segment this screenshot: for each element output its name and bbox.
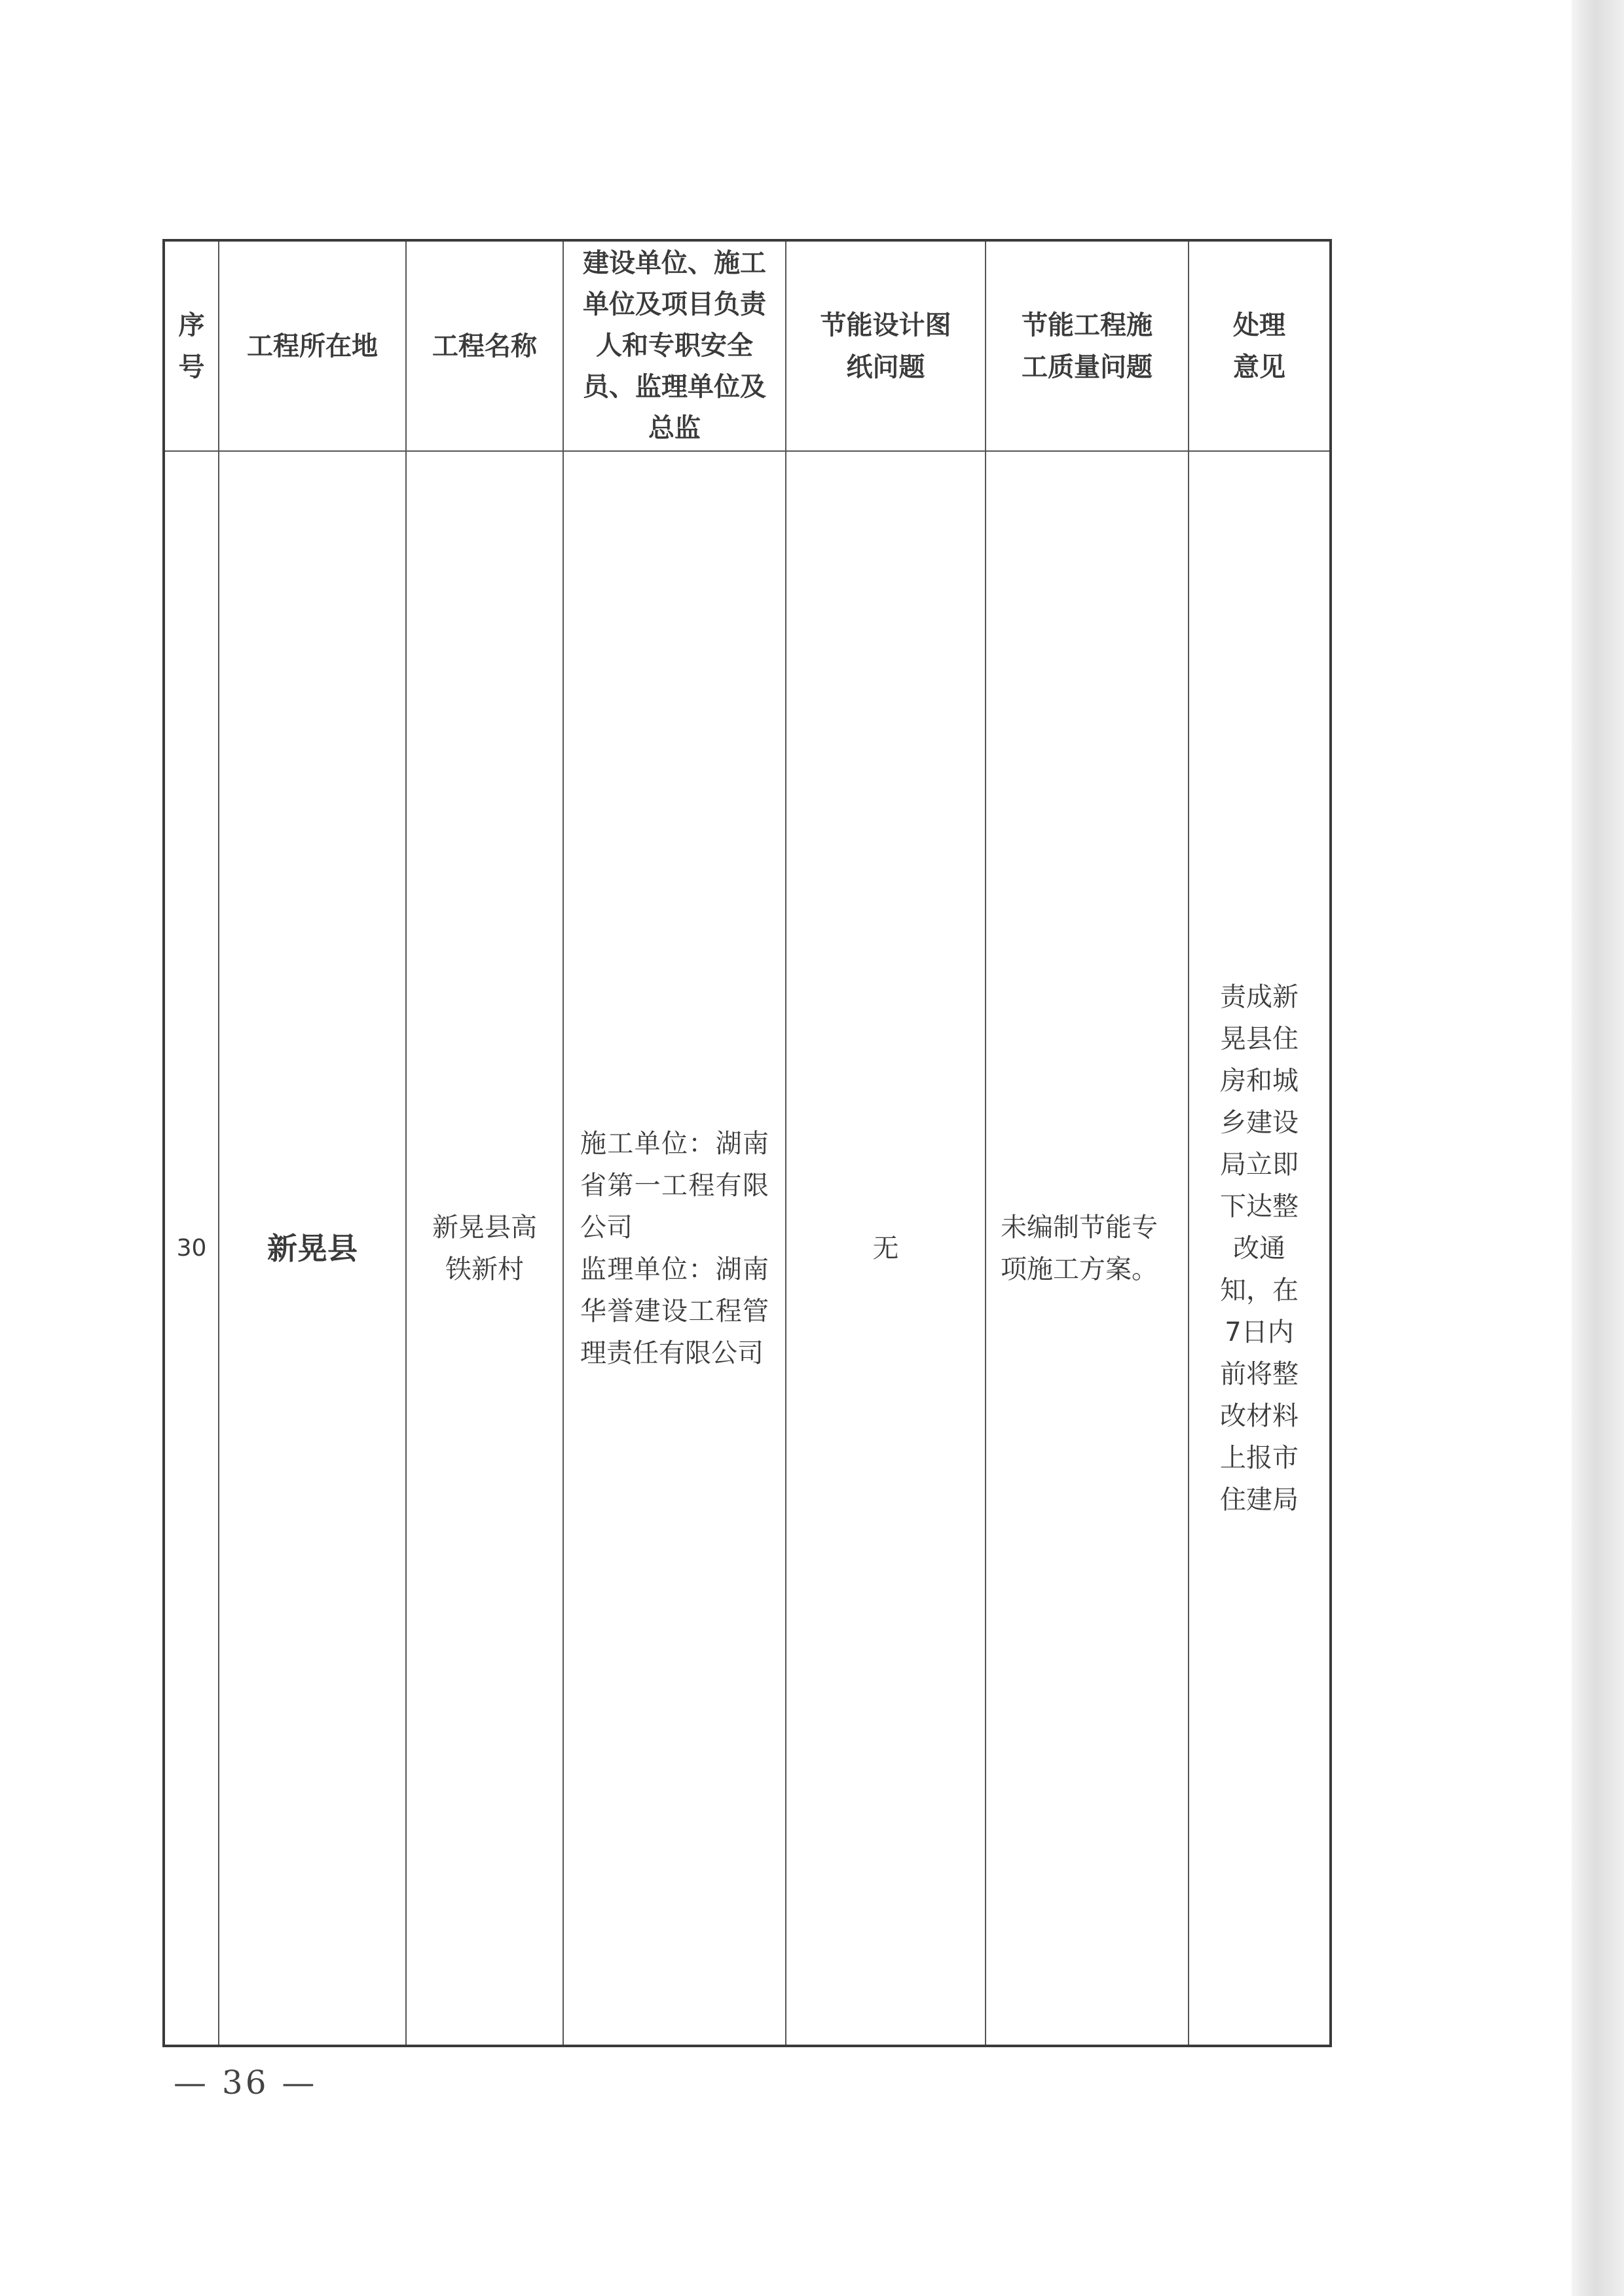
header-seq: 序号 bbox=[164, 240, 219, 451]
cell-project-name: 新晃县高铁新村 bbox=[406, 451, 563, 2046]
page-number: — 36 — bbox=[174, 2064, 318, 2102]
cell-opinion: 责成新晃县住房和城乡建设局立即下达整改通知，在7日内前将整改材料上报市住建局 bbox=[1189, 451, 1331, 2046]
cell-location: 新晃县 bbox=[219, 451, 406, 2046]
table-header-row bbox=[164, 240, 1331, 451]
table-row bbox=[164, 451, 1331, 2046]
cell-design-issues: 无 bbox=[786, 451, 986, 2046]
cell-construction-issues: 未编制节能专项施工方案。 bbox=[986, 451, 1189, 2046]
cell-seq: 30 bbox=[164, 451, 219, 2046]
header-parties: 建设单位、施工单位及项目负责人和专职安全员、监理单位及总监 bbox=[563, 240, 786, 451]
parties-supervision-unit: 监理单位：湖南华誉建设工程管理责任有限公司 bbox=[580, 1254, 769, 1368]
inspection-table bbox=[162, 239, 1332, 2047]
cell-parties bbox=[563, 451, 786, 2046]
header-construction-issues: 节能工程施工质量问题 bbox=[986, 240, 1189, 451]
header-design-issues: 节能设计图纸问题 bbox=[786, 240, 986, 451]
header-project-name: 工程名称 bbox=[406, 240, 563, 451]
header-opinion: 处理意见 bbox=[1189, 240, 1331, 451]
page-edge-shadow bbox=[1572, 0, 1624, 2296]
header-location: 工程所在地 bbox=[219, 240, 406, 451]
parties-construction-unit: 施工单位：湖南省第一工程有限公司 bbox=[580, 1128, 769, 1243]
